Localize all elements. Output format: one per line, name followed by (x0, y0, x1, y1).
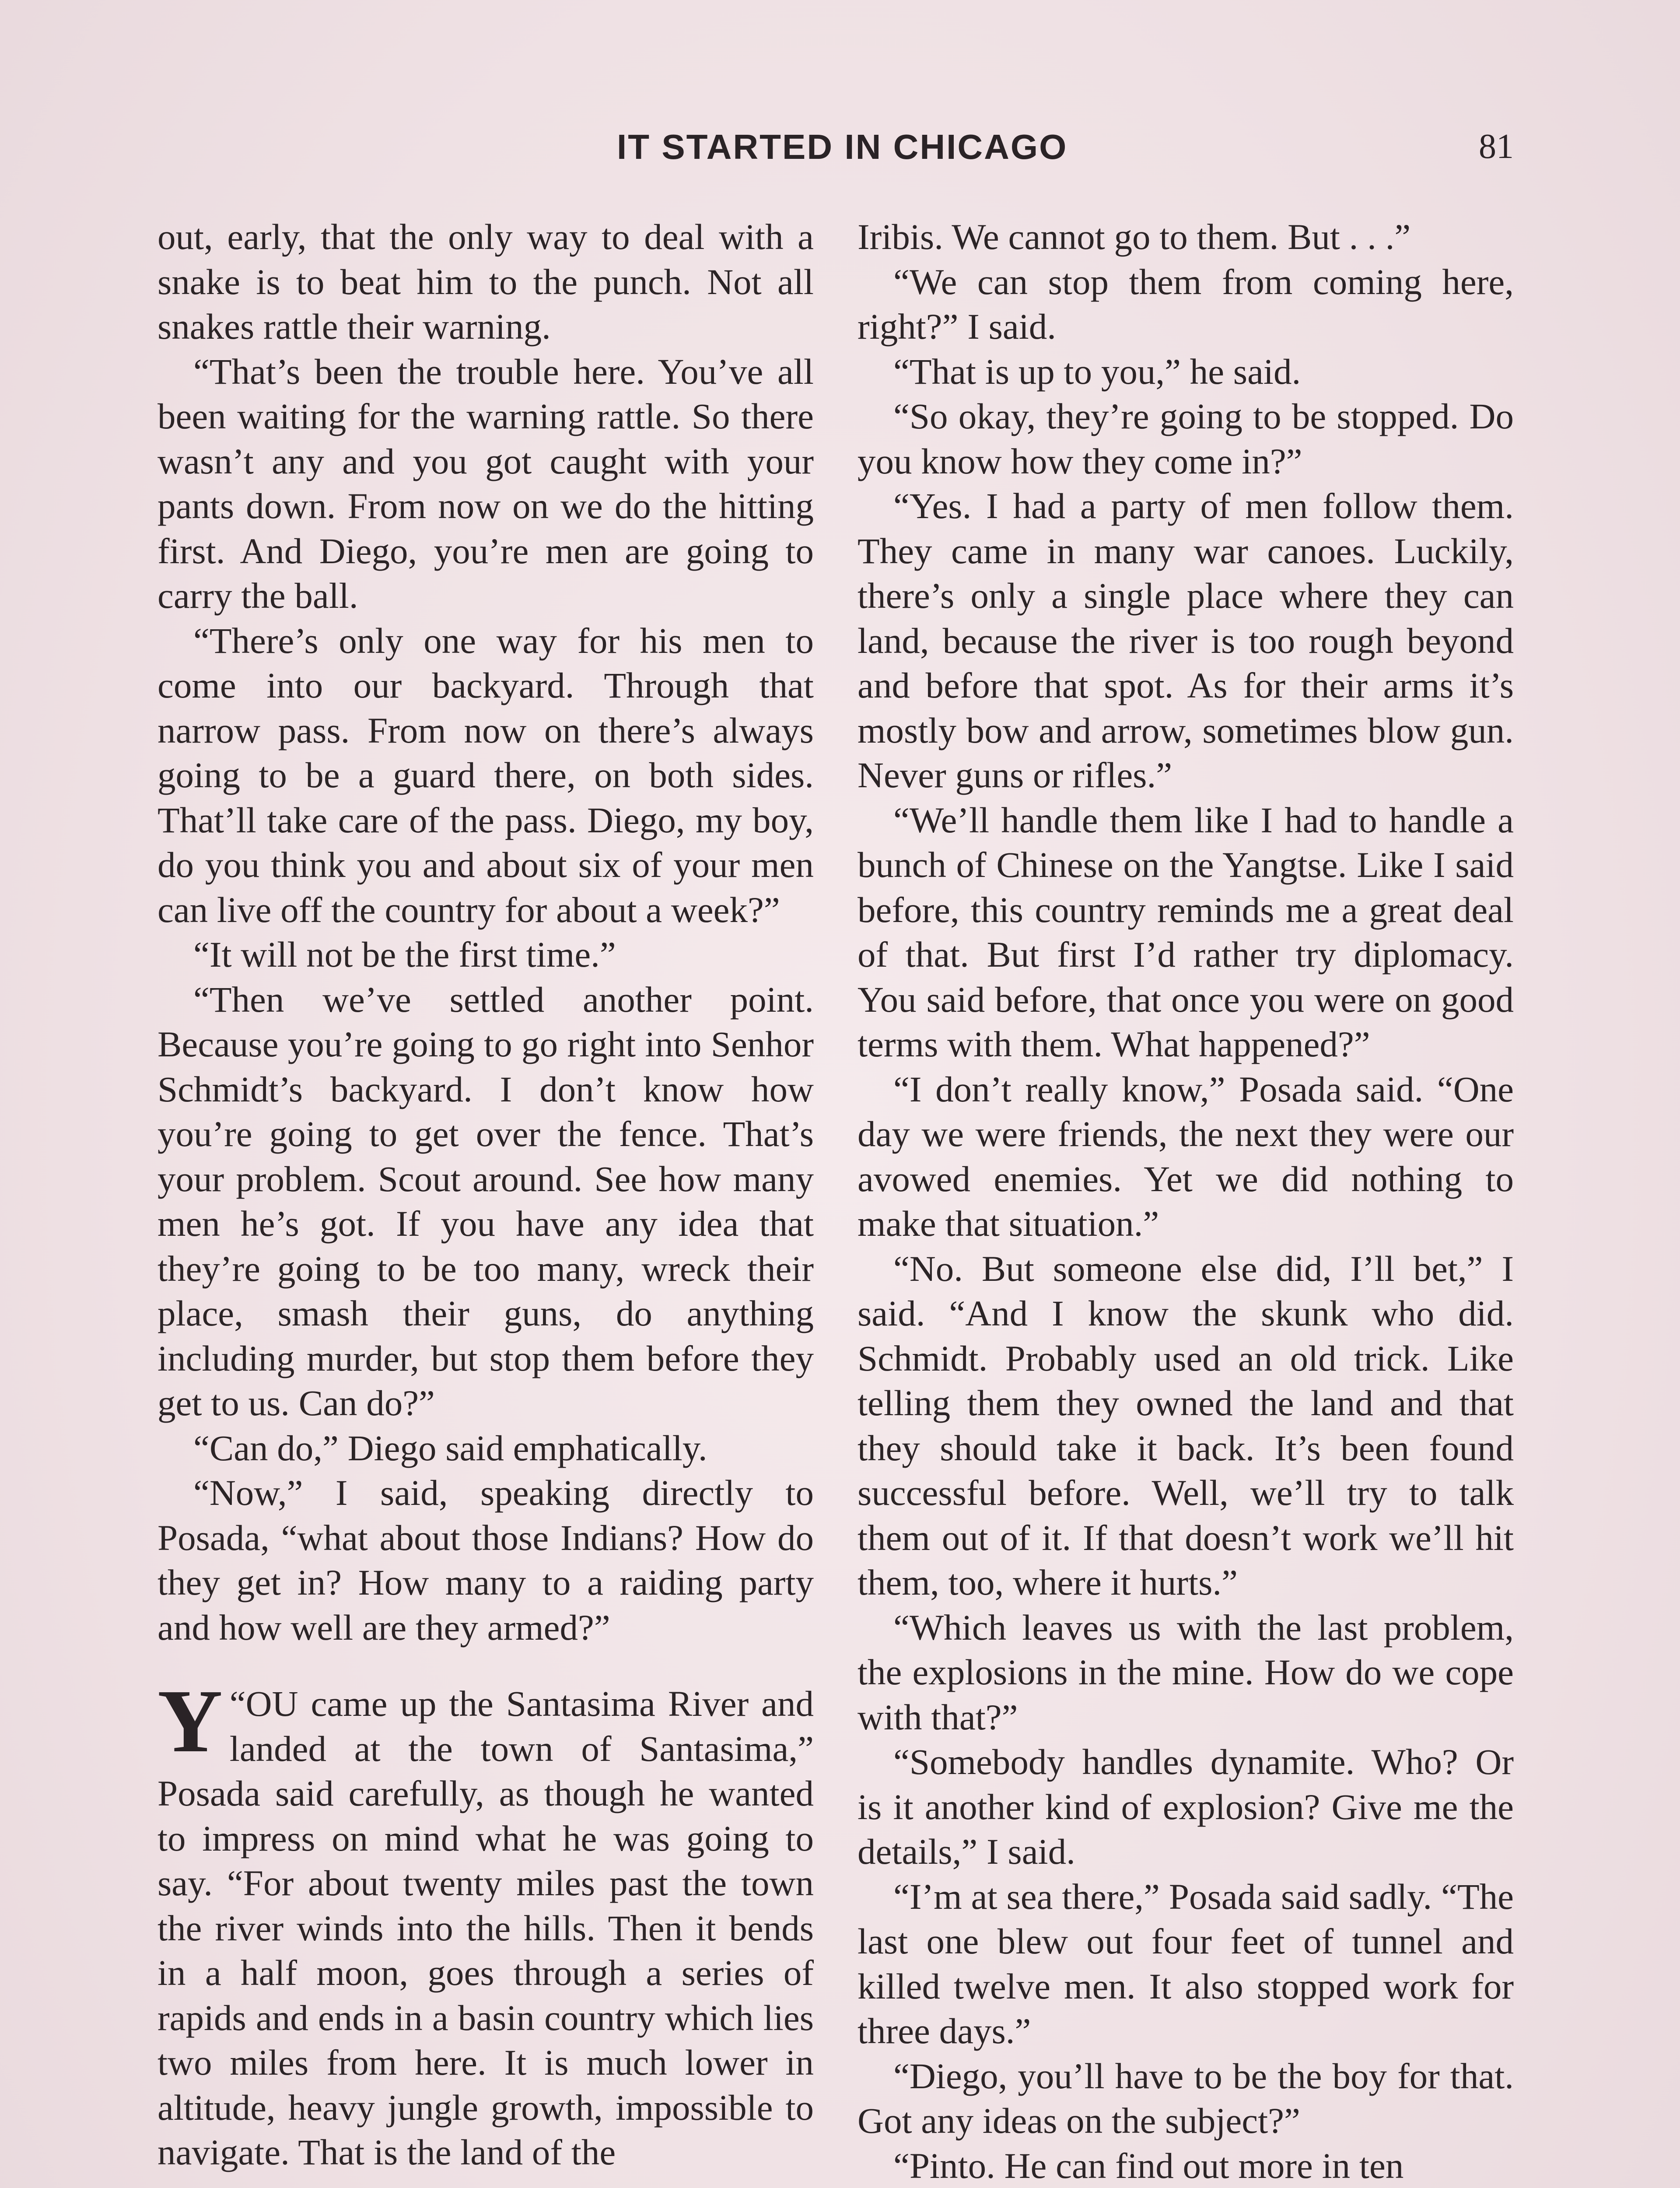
paragraph: “I’m at sea there,” Posada said sadly. “The last one blew out four feet of tunnel and killed twelve men. It also stopped work for three days.” (858, 1876, 1514, 2051)
paragraph: “Can do,” Diego said emphatically. (193, 1427, 707, 1468)
page-header (0, 127, 1680, 175)
drop-cap: Y (158, 1671, 223, 1771)
opening-quote: “ (229, 1683, 246, 1724)
paragraph: “It will not be the first time.” (193, 934, 616, 975)
paragraph: “Yes. I had a party of men follow them. They came in many war canoes. Luckily, there’s only a single place where they can land, because the river is too rough beyond and before that spot. As for their arms it’s mostly bow and arrow, sometimes blow gun. Never guns or rifles.” (858, 486, 1514, 795)
paragraph: “That’s been the trouble here. You’ve all been waiting for the warning rattle. So there wasn’t any and you got caught with your pants down. From now on we do the hitting first. And Diego, you’re men are going to carry the ball. (158, 351, 814, 616)
section-opening-paragraph (158, 1671, 814, 2175)
paragraph: “No. But someone else did, I’ll bet,” I said. “And I know the skunk who did. Schmidt. Probably used an old trick. Like telling them they owned the land and that they should take it back. It’s been found successful before. Well, we’ll try to talk them out of it. If that doesn’t work we’ll hit them, too, where it hurts.” (858, 1248, 1514, 1602)
paragraph: out, early, that the only way to deal with a snake is to beat him to the punch. Not all snakes rattle their warning. (158, 217, 814, 347)
paragraph: “I don’t really know,” Posada said. “One day we were friends, the next they were our avowed enemies. Yet we did nothing to make that situation.” (858, 1069, 1514, 1244)
paragraph: “There’s only one way for his men to come into our backyard. Through that narrow pass. From now on there’s always going to be a guard there, on both sides. That’ll take care of the pass. Diego, my boy, do you think you and about six of your men can live off the country for about a week?” (158, 620, 814, 930)
paragraph: “We’ll handle them like I had to handle a bunch of Chinese on the Yangtse. Like I said before, this country reminds me a great deal of that. But first I’d rather try diplomacy. You said before, that once you were on good terms with them. What happened?” (858, 799, 1514, 1064)
paragraph: Iribis. We cannot go to them. But . . .” (858, 217, 1411, 257)
paragraph-text: OU came up the Santasima River and landed at the town of Santasima,” Posada said carefully, as though he wanted to impress on mind what he was going to say. “For about twenty miles past the town the river winds into the hills. Then it bends in a half moon, goes through a series of rapids and ends in a basin country which lies two miles from here. It is much lower in altitude, heavy jungle growth, impossible to navigate. That is the land of the (158, 1683, 814, 2172)
paragraph: “That is up to you,” he said. (893, 351, 1301, 392)
paragraph: “Somebody handles dynamite. Who? Or is it another kind of explosion? Give me the details,” I said. (858, 1742, 1514, 1872)
paragraph: “We can stop them from coming here, right?” I said. (858, 261, 1514, 347)
page-number: 81 (1479, 127, 1514, 166)
running-title: IT STARTED IN CHICAGO (617, 127, 1068, 166)
paragraph: “Diego, you’ll have to be the boy for that. Got any ideas on the subject?” (858, 2055, 1514, 2141)
paragraph: “So okay, they’re going to be stopped. Do you know how they come in?” (858, 396, 1514, 481)
left-column (158, 214, 814, 2188)
paragraph: “Then we’ve settled another point. Because you’re going to go right into Senhor Schmidt’s backyard. I don’t know how you’re going to get over the fence. That’s your problem. Scout around. See how many men he’s got. If you have any idea that they’re going to be too many, wreck their place, smash their guns, do anything including murder, but stop them before they get to us. Can do?” (158, 979, 814, 1423)
paragraph: “Pinto. He can find out more in ten (893, 2145, 1404, 2186)
paragraph: “Now,” I said, speaking directly to Posada, “what about those Indians? How do they get in? How many to a raiding party and how well are they armed?” (158, 1473, 814, 1648)
right-column (858, 214, 1514, 2188)
paragraph: “Which leaves us with the last problem, the explosions in the mine. How do we cope with that?” (858, 1607, 1514, 1737)
